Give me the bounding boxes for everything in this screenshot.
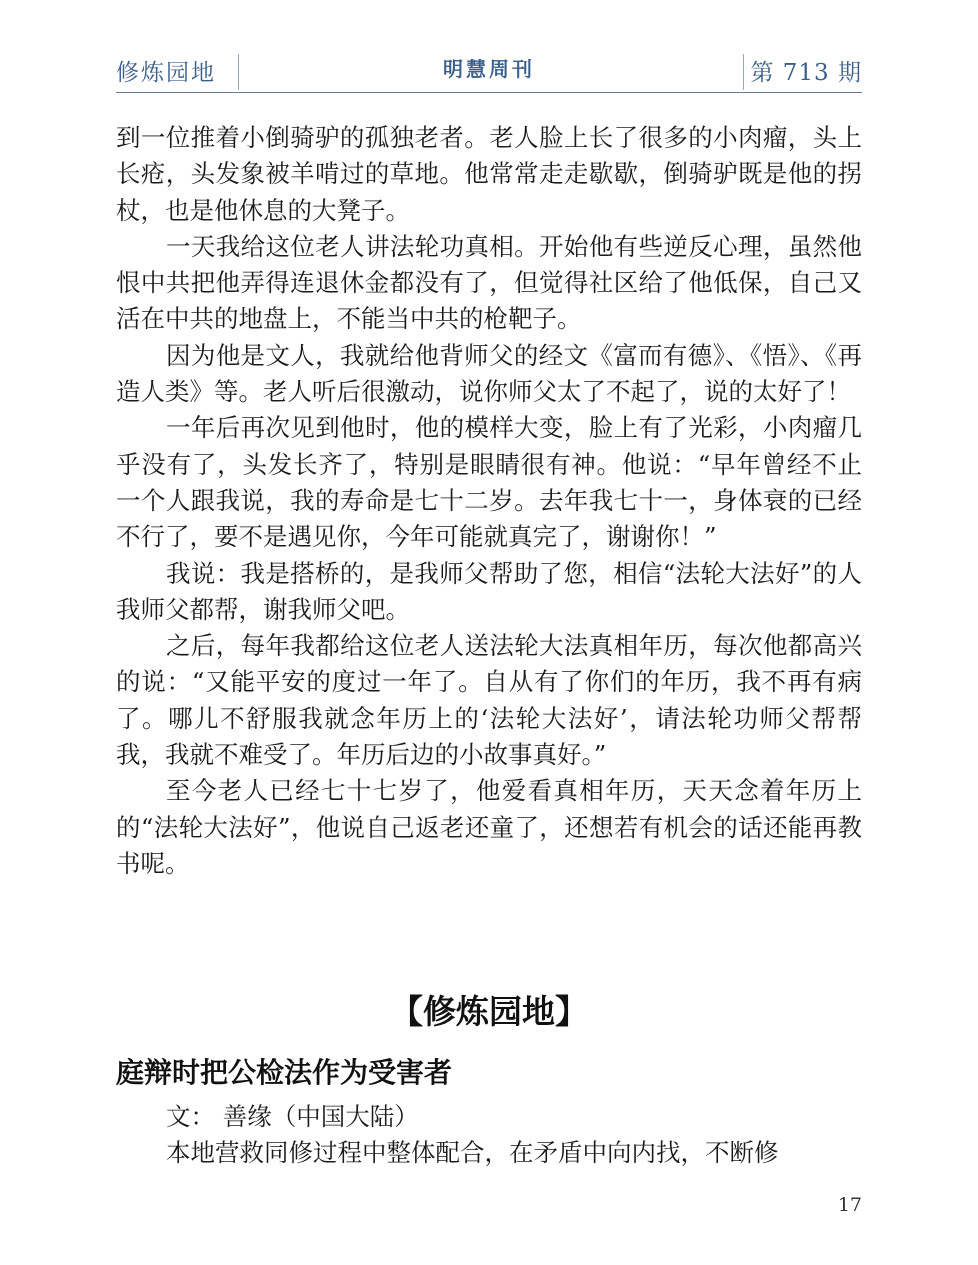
paragraph: 之后，每年我都给这位老人送法轮大法真相年历，每次他都高兴的说：“又能平安的度过一年了。自从有了你们的年历，我不再有病了。哪儿不舒服我就念年历上的‘法轮大法好’，请法轮功师父帮帮我，我就不难受了。年历后边的小故事真好。” xyxy=(116,631,862,770)
paragraph-continued: 到一位推着小倒骑驴的孤独老者。老人脸上长了很多的小肉瘤，头上长疮，头发象被羊啃过的草地。他常常走走歇歇，倒骑驴既是他的拐杖，也是他休息的大凳子。 xyxy=(116,123,862,225)
article-body xyxy=(116,120,862,882)
section-heading: 【修炼园地】 xyxy=(390,992,588,1031)
article-first-line: 本地营救同修过程中整体配合，在矛盾中向内找，不断修 xyxy=(166,1138,779,1167)
header-section-label: 修炼园地 xyxy=(116,60,216,86)
header-divider-right xyxy=(743,54,744,90)
page-number: 17 xyxy=(837,1194,862,1216)
paragraph: 一年后再次见到他时，他的模样大变，脸上有了光彩，小肉瘤几乎没有了，头发长齐了，特别是眼睛很有神。他说：“早年曾经不止一个人跟我说，我的寿命是七十二岁。去年我七十一，身体衰的已经不行了，要不是遇见你，今年可能就真完了，谢谢你！” xyxy=(116,413,862,552)
header-publication-title: 明慧周刊 xyxy=(443,57,535,81)
article-author: 文： 善缘（中国大陆） xyxy=(166,1102,419,1131)
running-header xyxy=(116,44,862,93)
paragraph: 至今老人已经七十七岁了，他爱看真相年历，天天念着年历上的“法轮大法好”，他说自己返老还童了，还想若有机会的话还能再教书呢。 xyxy=(116,776,862,878)
header-issue-number: 第 713 期 xyxy=(750,60,862,86)
paragraph: 我说：我是搭桥的，是我师父帮助了您，相信“法轮大法好”的人我师父都帮，谢我师父吧。 xyxy=(116,558,862,624)
paragraph: 一天我给这位老人讲法轮功真相。开始他有些逆反心理，虽然他恨中共把他弄得连退休金都没有了，但觉得社区给了他低保，自己又活在中共的地盘上，不能当中共的枪靶子。 xyxy=(116,231,862,334)
article-title: 庭辩时把公检法作为受害者 xyxy=(116,1056,453,1089)
paragraph: 因为他是文人，我就给他背师父的经文《富而有德》、《悟》、《再造人类》等。老人听后很激动，说你师父太了不起了，说的太好了！ xyxy=(116,340,862,407)
